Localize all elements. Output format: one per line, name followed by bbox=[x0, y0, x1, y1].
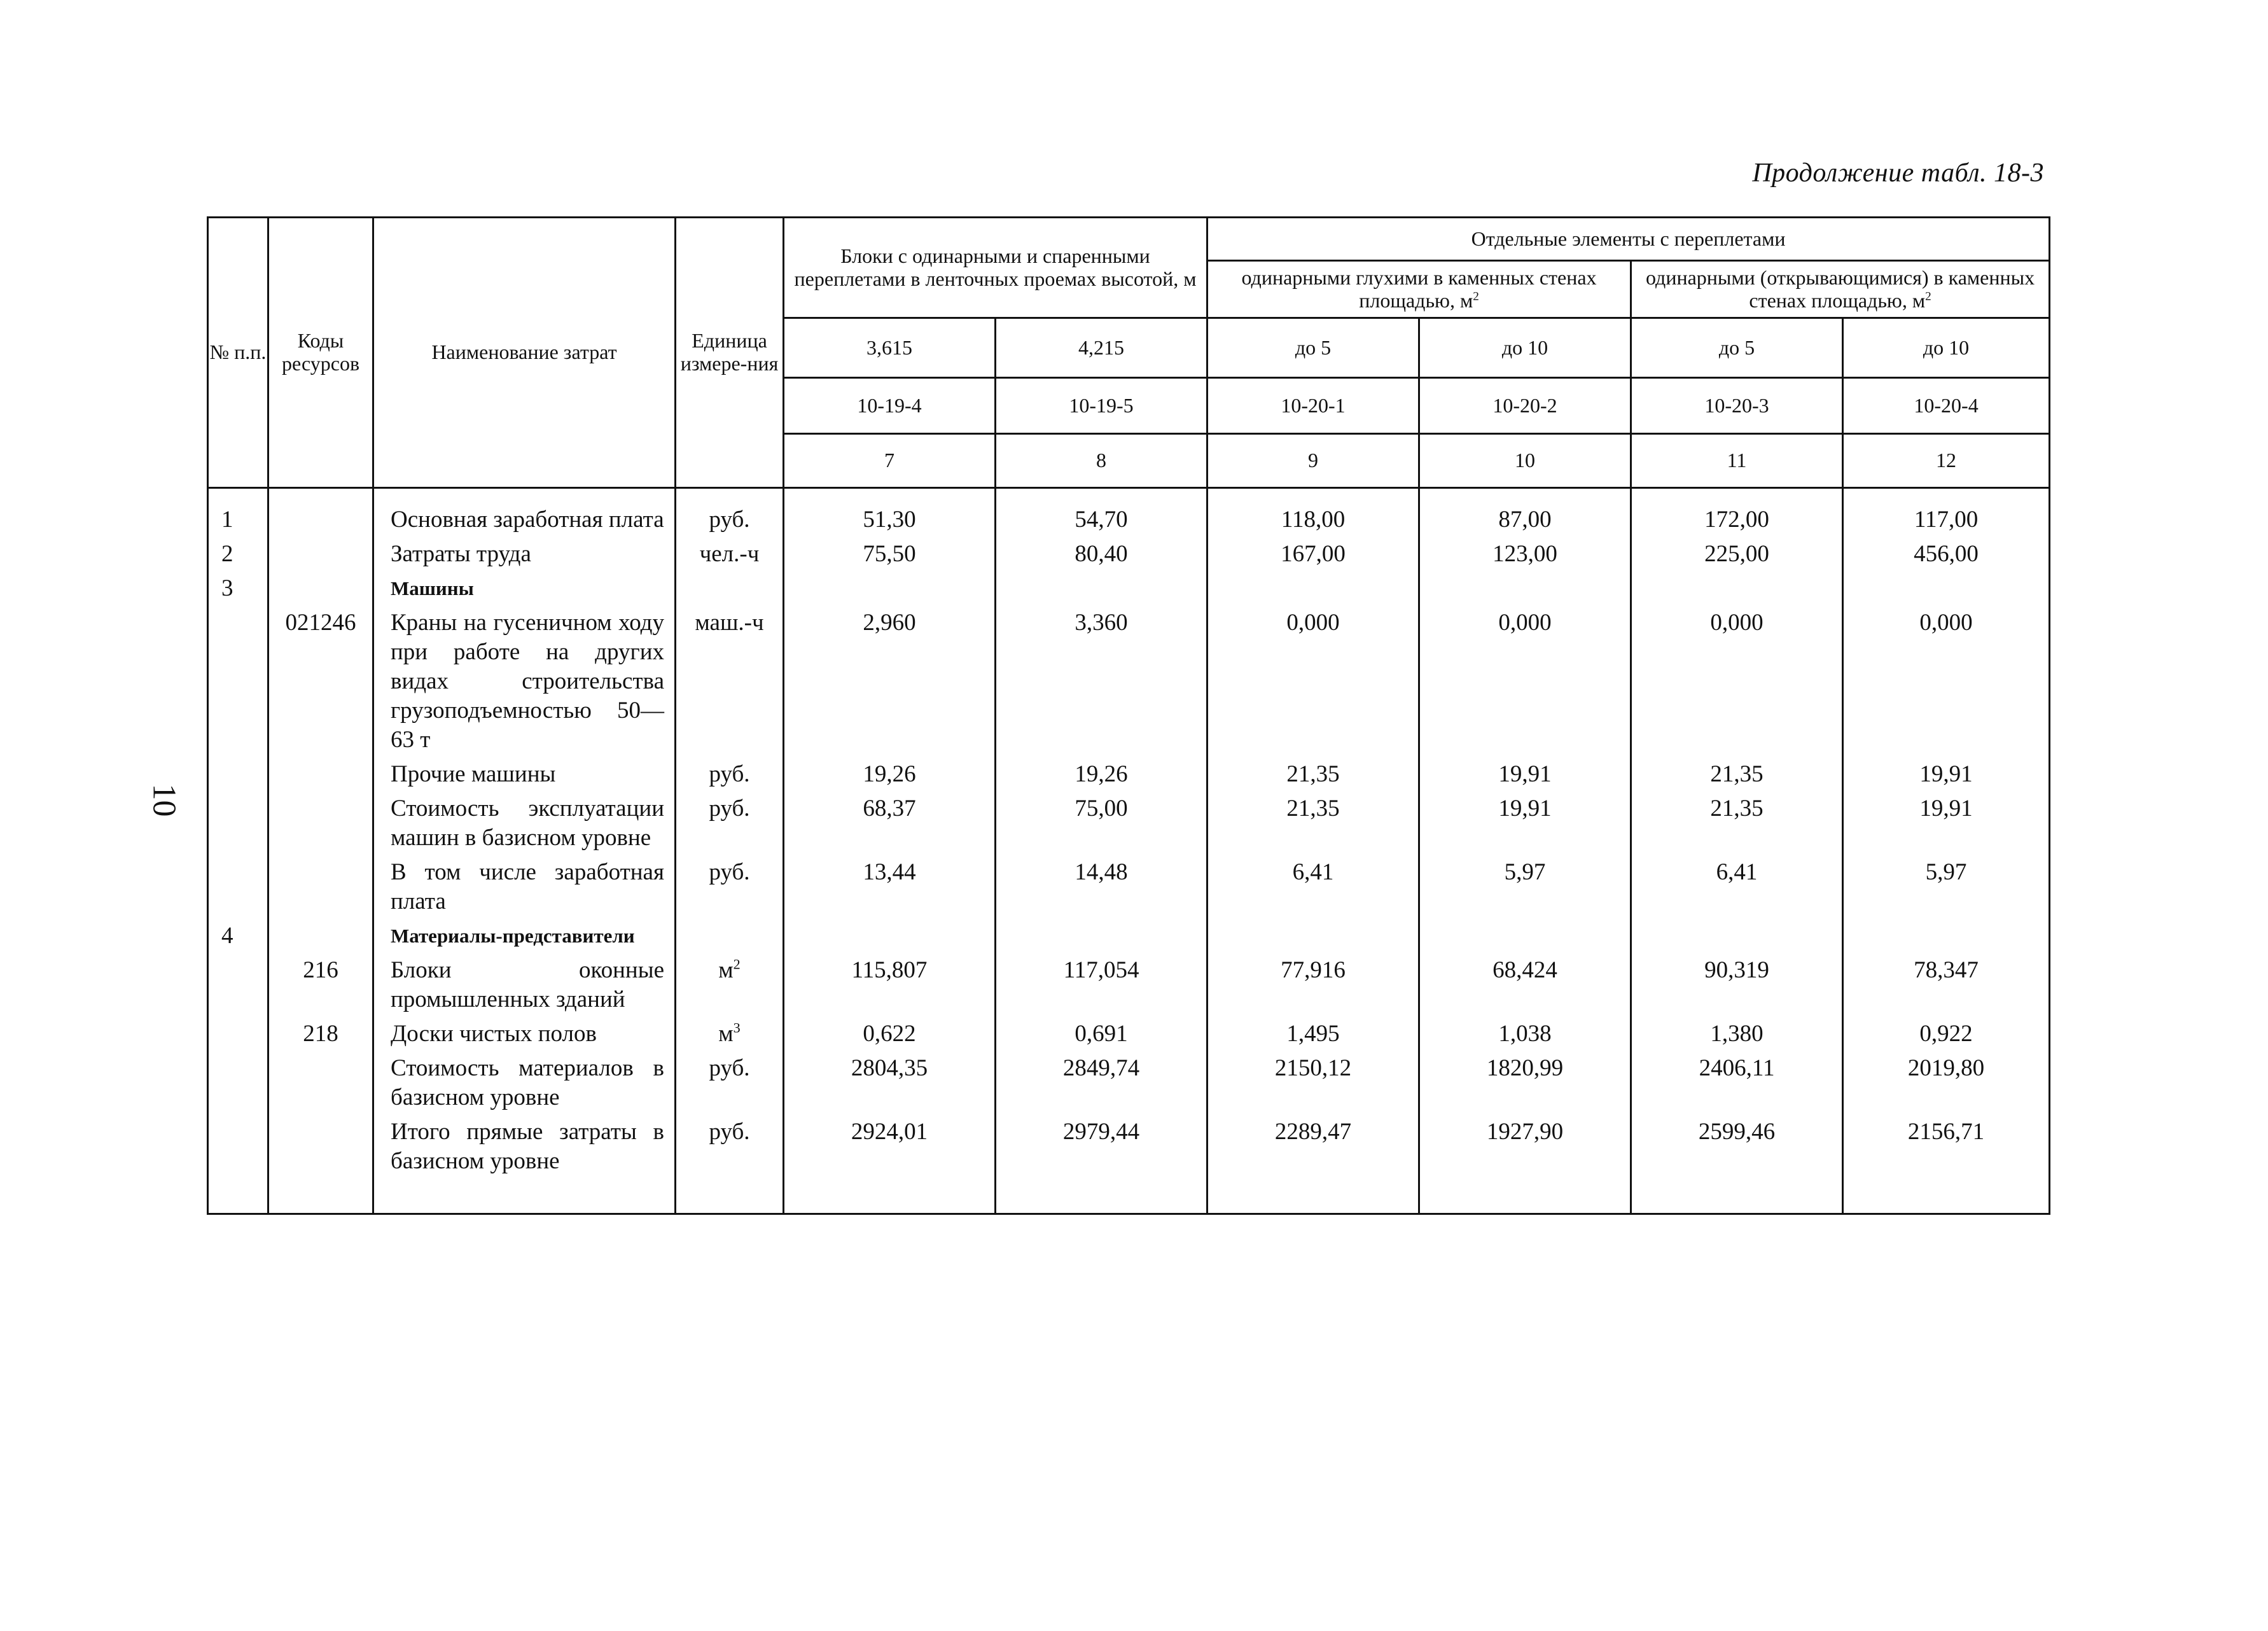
table-row bbox=[208, 792, 2050, 855]
value-text: 0,000 bbox=[1919, 610, 1973, 636]
unit-cell bbox=[676, 1115, 784, 1214]
value-cell bbox=[1207, 1115, 1419, 1214]
value-cell bbox=[1419, 792, 1631, 855]
unit-text: руб. bbox=[709, 507, 750, 533]
value-cell bbox=[996, 919, 1207, 953]
value-text: 2289,47 bbox=[1274, 1119, 1352, 1145]
norm-code-cell: 10-19-5 bbox=[996, 378, 1207, 434]
row-number-cell bbox=[208, 757, 268, 792]
table-row bbox=[208, 1115, 2050, 1214]
value-text: 2,960 bbox=[863, 610, 916, 636]
value-text: 19,26 bbox=[1075, 761, 1128, 787]
value-text: 6,41 bbox=[1292, 859, 1334, 885]
value-text: 78,347 bbox=[1914, 957, 1979, 983]
value-text: 1820,99 bbox=[1486, 1055, 1564, 1081]
unit-cell bbox=[676, 606, 784, 757]
value-cell bbox=[996, 953, 1207, 1017]
value-text: 14,48 bbox=[1075, 859, 1128, 885]
value-text: 75,00 bbox=[1075, 795, 1128, 822]
value-text: 225,00 bbox=[1704, 541, 1769, 567]
value-cell bbox=[1207, 571, 1419, 606]
value-cell bbox=[1207, 488, 1419, 538]
column-number-cell: 8 bbox=[996, 434, 1207, 488]
cost-name-cell: В том числе заработная плата bbox=[373, 855, 676, 919]
table-row bbox=[208, 1051, 2050, 1115]
value-text: 2156,71 bbox=[1907, 1119, 1985, 1145]
value-cell bbox=[784, 855, 996, 919]
header-group-elements: Отдельные элементы с переплетами bbox=[1207, 218, 2050, 261]
value-cell bbox=[996, 855, 1207, 919]
value-cell bbox=[1419, 537, 1631, 571]
value-text: 19,91 bbox=[1498, 761, 1552, 787]
value-cell bbox=[784, 953, 996, 1017]
norm-code-cell: 10-20-3 bbox=[1631, 378, 1843, 434]
resource-code-cell bbox=[268, 1051, 373, 1115]
value-text: 0,691 bbox=[1075, 1021, 1128, 1047]
norm-code-cell: 10-20-2 bbox=[1419, 378, 1631, 434]
value-cell bbox=[784, 1017, 996, 1051]
value-cell bbox=[1843, 571, 2050, 606]
unit-text: руб. bbox=[709, 1055, 750, 1081]
page-number: 10 bbox=[146, 783, 183, 817]
value-cell bbox=[1419, 757, 1631, 792]
value-text: 0,622 bbox=[863, 1021, 916, 1047]
value-text: 0,000 bbox=[1710, 610, 1764, 636]
unit-cell bbox=[676, 792, 784, 855]
unit-text: маш.-ч bbox=[695, 610, 764, 636]
value-cell bbox=[1207, 792, 1419, 855]
value-text: 2924,01 bbox=[851, 1119, 928, 1145]
resource-code-cell: 216 bbox=[268, 953, 373, 1017]
value-cell bbox=[784, 1051, 996, 1115]
value-cell bbox=[996, 1115, 1207, 1214]
value-cell bbox=[1207, 1051, 1419, 1115]
unit-cell bbox=[676, 953, 784, 1017]
cost-name-cell: Основная заработная плата bbox=[373, 488, 676, 538]
value-text: 80,40 bbox=[1075, 541, 1128, 567]
value-cell bbox=[1843, 1115, 2050, 1214]
value-cell bbox=[1843, 606, 2050, 757]
value-cell bbox=[1207, 953, 1419, 1017]
row-number-cell: 3 bbox=[208, 571, 268, 606]
row-number-cell: 2 bbox=[208, 537, 268, 571]
table-body bbox=[208, 488, 2050, 1214]
unit-text: руб. bbox=[709, 1119, 750, 1145]
resource-code-cell bbox=[268, 792, 373, 855]
value-cell bbox=[784, 537, 996, 571]
unit-text: руб. bbox=[709, 761, 750, 787]
value-text: 3,360 bbox=[1075, 610, 1128, 636]
value-text: 68,424 bbox=[1492, 957, 1557, 983]
value-cell bbox=[996, 757, 1207, 792]
value-text: 456,00 bbox=[1914, 541, 1979, 567]
value-text: 13,44 bbox=[863, 859, 916, 885]
value-cell bbox=[784, 1115, 996, 1214]
value-cell bbox=[996, 1017, 1207, 1051]
value-cell bbox=[1419, 919, 1631, 953]
value-cell bbox=[996, 488, 1207, 538]
value-text: 21,35 bbox=[1286, 795, 1340, 822]
value-cell bbox=[1207, 757, 1419, 792]
unit-cell bbox=[676, 919, 784, 953]
value-cell bbox=[1631, 792, 1843, 855]
norm-code-cell: 10-20-4 bbox=[1843, 378, 2050, 434]
unit-cell bbox=[676, 757, 784, 792]
value-cell bbox=[1419, 855, 1631, 919]
column-number-cell: 9 bbox=[1207, 434, 1419, 488]
value-cell bbox=[1843, 537, 2050, 571]
value-cell bbox=[1843, 792, 2050, 855]
value-cell bbox=[996, 792, 1207, 855]
value-cell bbox=[1843, 919, 2050, 953]
size-cell: до 5 bbox=[1207, 318, 1419, 378]
value-text: 117,054 bbox=[1063, 957, 1139, 983]
value-cell bbox=[1843, 757, 2050, 792]
row-number-cell: 1 bbox=[208, 488, 268, 538]
column-number-cell: 7 bbox=[784, 434, 996, 488]
unit-text: м bbox=[718, 957, 734, 983]
value-cell bbox=[996, 571, 1207, 606]
value-cell bbox=[784, 488, 996, 538]
size-cell: 4,215 bbox=[996, 318, 1207, 378]
value-cell bbox=[784, 606, 996, 757]
value-cell bbox=[1207, 537, 1419, 571]
value-text: 167,00 bbox=[1281, 541, 1346, 567]
value-cell bbox=[1631, 606, 1843, 757]
value-text: 1,495 bbox=[1286, 1021, 1340, 1047]
table-row bbox=[208, 571, 2050, 606]
row-number-cell bbox=[208, 606, 268, 757]
value-text: 1,380 bbox=[1710, 1021, 1764, 1047]
value-cell bbox=[1207, 1017, 1419, 1051]
value-cell bbox=[1207, 855, 1419, 919]
value-text: 19,91 bbox=[1919, 761, 1973, 787]
resource-code-cell bbox=[268, 919, 373, 953]
column-number-cell: 12 bbox=[1843, 434, 2050, 488]
unit-exponent: 3 bbox=[733, 1019, 741, 1036]
value-cell bbox=[1419, 953, 1631, 1017]
table-row bbox=[208, 855, 2050, 919]
value-cell bbox=[1631, 1115, 1843, 1214]
value-text: 2849,74 bbox=[1062, 1055, 1140, 1081]
unit-cell bbox=[676, 488, 784, 538]
value-text: 77,916 bbox=[1281, 957, 1346, 983]
value-text: 21,35 bbox=[1710, 761, 1764, 787]
resource-code-cell bbox=[268, 537, 373, 571]
value-cell bbox=[784, 757, 996, 792]
value-text: 51,30 bbox=[863, 507, 916, 533]
table-row bbox=[208, 488, 2050, 538]
resource-code-cell bbox=[268, 757, 373, 792]
value-text: 123,00 bbox=[1492, 541, 1557, 567]
value-cell bbox=[1843, 488, 2050, 538]
size-cell: до 5 bbox=[1631, 318, 1843, 378]
value-cell bbox=[1631, 1017, 1843, 1051]
table-row bbox=[208, 1017, 2050, 1051]
header-no: № п.п. bbox=[208, 218, 268, 488]
resource-code-cell bbox=[268, 855, 373, 919]
value-cell bbox=[1843, 1017, 2050, 1051]
value-text: 2599,46 bbox=[1698, 1119, 1776, 1145]
header-name: Наименование затрат bbox=[373, 218, 676, 488]
resource-code-cell bbox=[268, 488, 373, 538]
value-text: 21,35 bbox=[1286, 761, 1340, 787]
value-cell bbox=[1843, 953, 2050, 1017]
value-text: 115,807 bbox=[851, 957, 928, 983]
row-number-cell: 4 bbox=[208, 919, 268, 953]
norm-code-cell: 10-19-4 bbox=[784, 378, 996, 434]
value-text: 2406,11 bbox=[1699, 1055, 1775, 1081]
norm-code-cell: 10-20-1 bbox=[1207, 378, 1419, 434]
column-number-cell: 10 bbox=[1419, 434, 1631, 488]
unit-cell bbox=[676, 855, 784, 919]
value-cell bbox=[1631, 855, 1843, 919]
row-number-cell bbox=[208, 855, 268, 919]
value-text: 6,41 bbox=[1716, 859, 1758, 885]
resource-code-cell bbox=[268, 1115, 373, 1214]
value-cell bbox=[784, 571, 996, 606]
value-text: 75,50 bbox=[863, 541, 916, 567]
value-text: 117,00 bbox=[1914, 507, 1979, 533]
table-row bbox=[208, 537, 2050, 571]
value-cell bbox=[1419, 606, 1631, 757]
unit-text: чел.-ч bbox=[699, 541, 760, 567]
cost-name-cell: Затраты труда bbox=[373, 537, 676, 571]
value-text: 2150,12 bbox=[1274, 1055, 1352, 1081]
value-cell bbox=[1207, 919, 1419, 953]
resource-code-cell: 021246 bbox=[268, 606, 373, 757]
value-text: 2804,35 bbox=[851, 1055, 928, 1081]
header-codes: Коды ресурсов bbox=[268, 218, 373, 488]
cost-name-cell: Прочие машины bbox=[373, 757, 676, 792]
cost-name-cell: Стоимость эксплуатации машин в базисном уровне bbox=[373, 792, 676, 855]
value-cell bbox=[1419, 571, 1631, 606]
unit-text: руб. bbox=[709, 859, 750, 885]
table-row bbox=[208, 606, 2050, 757]
value-cell bbox=[784, 792, 996, 855]
table-caption: Продолжение табл. 18-3 bbox=[1752, 158, 2044, 188]
value-cell bbox=[1843, 1051, 2050, 1115]
cost-name-cell: Блоки оконные промышленных зданий bbox=[373, 953, 676, 1017]
unit-text: руб. bbox=[709, 795, 750, 822]
value-text: 2979,44 bbox=[1062, 1119, 1140, 1145]
cost-name-cell: Краны на гусеничном ходу при работе на других видах строительства грузоподъемностью 50—63 т bbox=[373, 606, 676, 757]
header-unit: Единица измере-ния bbox=[676, 218, 784, 488]
value-cell bbox=[1631, 919, 1843, 953]
unit-text: м bbox=[718, 1021, 734, 1047]
value-text: 5,97 bbox=[1504, 859, 1546, 885]
resource-code-cell bbox=[268, 571, 373, 606]
value-text: 21,35 bbox=[1710, 795, 1764, 822]
value-text: 0,000 bbox=[1498, 610, 1552, 636]
unit-cell bbox=[676, 1017, 784, 1051]
value-text: 5,97 bbox=[1925, 859, 1967, 885]
value-text: 1927,90 bbox=[1486, 1119, 1564, 1145]
value-cell bbox=[1631, 537, 1843, 571]
unit-cell bbox=[676, 537, 784, 571]
cost-name-cell: Материалы-представители bbox=[373, 919, 676, 953]
row-number-cell bbox=[208, 1017, 268, 1051]
resource-code-cell: 218 bbox=[268, 1017, 373, 1051]
value-cell bbox=[1843, 855, 2050, 919]
value-cell bbox=[1419, 1017, 1631, 1051]
value-text: 0,922 bbox=[1919, 1021, 1973, 1047]
row-number-cell bbox=[208, 792, 268, 855]
table-row bbox=[208, 953, 2050, 1017]
value-text: 2019,80 bbox=[1907, 1055, 1985, 1081]
value-text: 68,37 bbox=[863, 795, 916, 822]
value-cell bbox=[996, 1051, 1207, 1115]
unit-cell bbox=[676, 1051, 784, 1115]
value-cell bbox=[1631, 953, 1843, 1017]
value-text: 19,26 bbox=[863, 761, 916, 787]
value-cell bbox=[784, 919, 996, 953]
value-cell bbox=[996, 606, 1207, 757]
cost-table bbox=[207, 216, 2050, 1215]
value-text: 90,319 bbox=[1704, 957, 1769, 983]
size-cell: до 10 bbox=[1843, 318, 2050, 378]
row-number-cell bbox=[208, 1115, 268, 1214]
value-text: 172,00 bbox=[1704, 507, 1769, 533]
header-group-opening: одинарными (открывающимися) в каменных стенах площадью, $м^2$ bbox=[1631, 261, 2050, 318]
row-number-cell bbox=[208, 953, 268, 1017]
value-text: 19,91 bbox=[1498, 795, 1552, 822]
value-cell bbox=[1207, 606, 1419, 757]
header-group-fixed: одинарными глухими в каменных стенах площадью, $м^2$ bbox=[1207, 261, 1631, 318]
cost-name-cell: Доски чистых полов bbox=[373, 1017, 676, 1051]
header-group-blocks: Блоки с одинарными и спаренными переплетами в ленточных проемах высотой, м bbox=[784, 218, 1207, 318]
value-cell bbox=[1631, 488, 1843, 538]
value-cell bbox=[1631, 757, 1843, 792]
size-cell: до 10 bbox=[1419, 318, 1631, 378]
value-cell bbox=[1419, 488, 1631, 538]
value-cell bbox=[1631, 1051, 1843, 1115]
row-number-cell bbox=[208, 1051, 268, 1115]
value-text: 19,91 bbox=[1919, 795, 1973, 822]
unit-cell bbox=[676, 571, 784, 606]
value-text: 118,00 bbox=[1281, 507, 1346, 533]
cost-name-cell: Стоимость материалов в базисном уровне bbox=[373, 1051, 676, 1115]
table-row bbox=[208, 757, 2050, 792]
unit-exponent: 2 bbox=[733, 956, 741, 972]
value-text: 54,70 bbox=[1075, 507, 1128, 533]
value-cell bbox=[996, 537, 1207, 571]
size-cell: 3,615 bbox=[784, 318, 996, 378]
value-cell bbox=[1419, 1051, 1631, 1115]
value-text: 1,038 bbox=[1498, 1021, 1552, 1047]
column-number-cell: 11 bbox=[1631, 434, 1843, 488]
cost-name-cell: Машины bbox=[373, 571, 676, 606]
value-cell bbox=[1419, 1115, 1631, 1214]
cost-name-cell: Итого прямые затраты в базисном уровне bbox=[373, 1115, 676, 1214]
value-text: 87,00 bbox=[1498, 507, 1552, 533]
value-cell bbox=[1631, 571, 1843, 606]
value-text: 0,000 bbox=[1286, 610, 1340, 636]
table-row bbox=[208, 919, 2050, 953]
